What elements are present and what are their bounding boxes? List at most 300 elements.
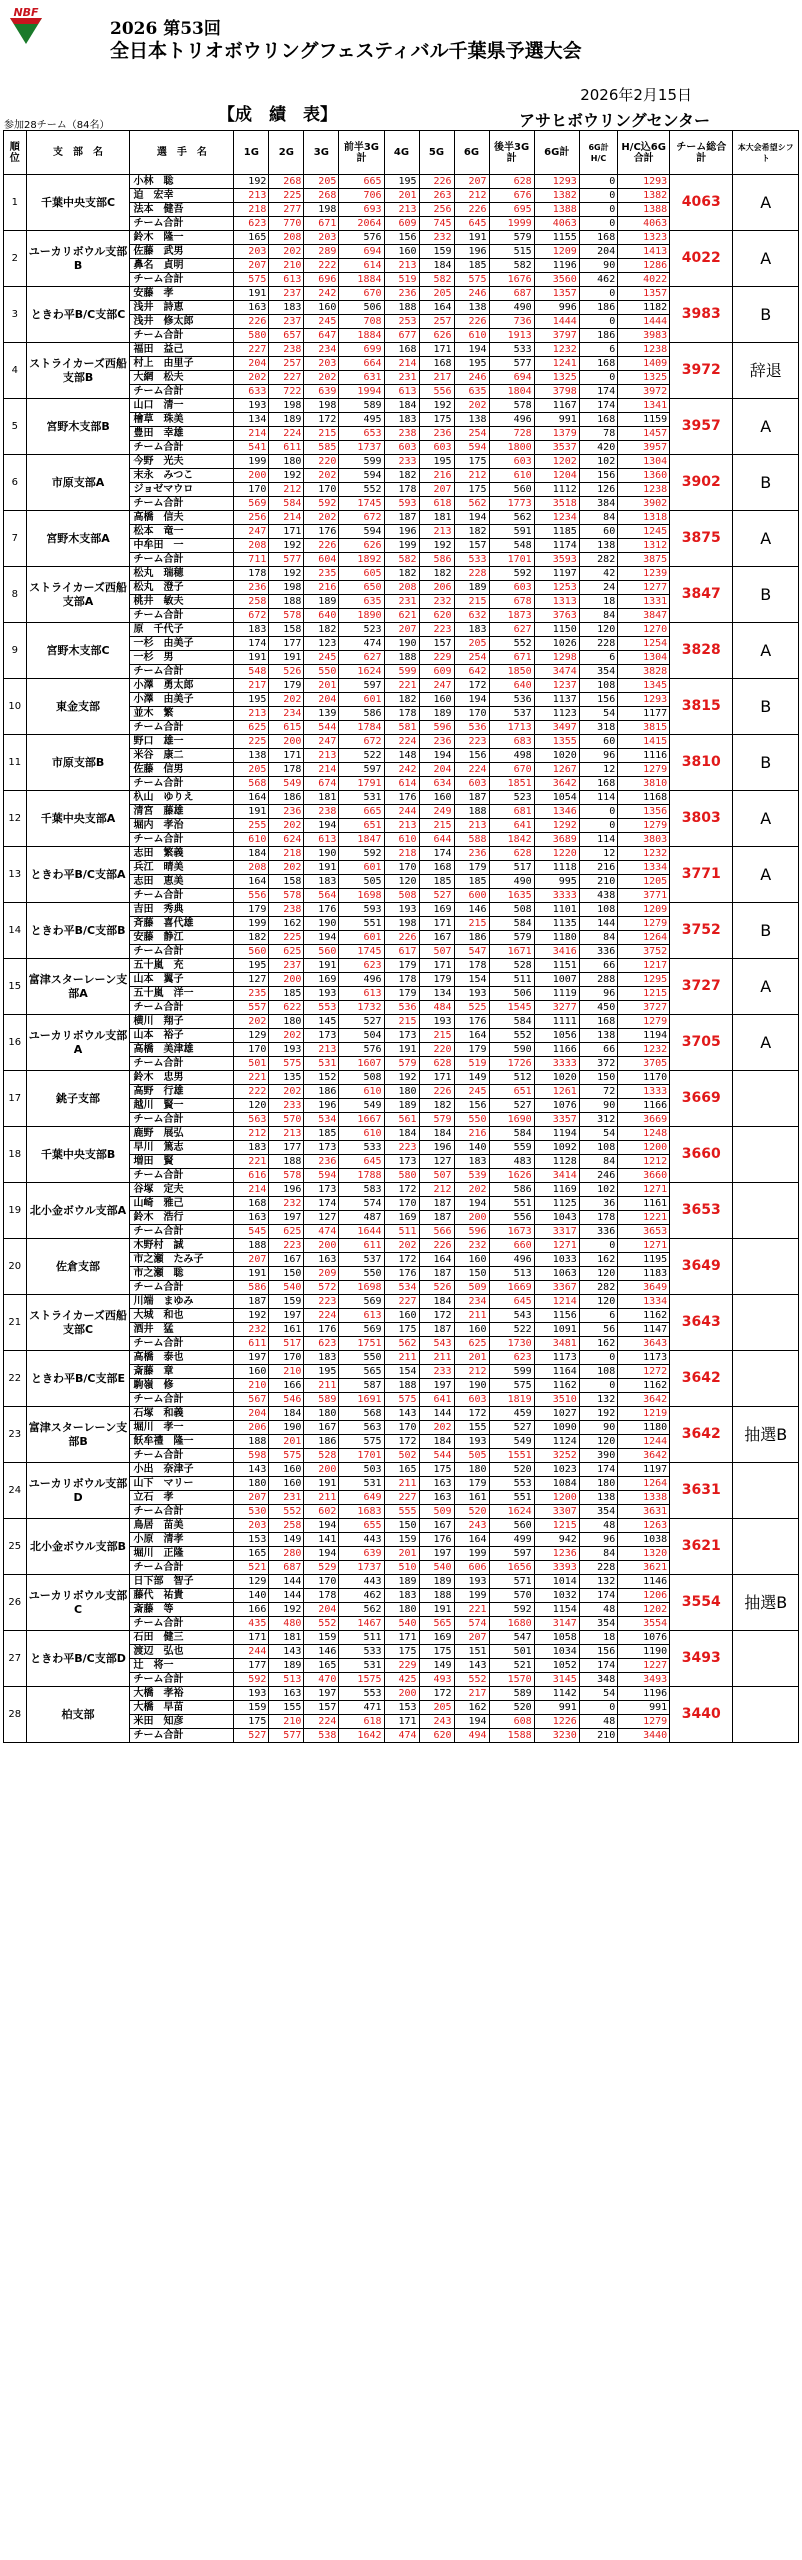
score-cell: 237 xyxy=(269,315,304,329)
score-cell: 199 xyxy=(454,1547,489,1561)
score-cell: 527 xyxy=(234,1729,269,1743)
score-cell: 168 xyxy=(419,861,454,875)
score-cell: 66 xyxy=(579,1043,617,1057)
score-cell: 3727 xyxy=(618,1001,670,1015)
score-cell: 6 xyxy=(579,651,617,665)
score-cell: 544 xyxy=(419,1449,454,1463)
score-cell: 167 xyxy=(304,1421,339,1435)
score-cell: 0 xyxy=(579,1239,617,1253)
team-total-label: チーム合計 xyxy=(130,721,234,735)
score-cell: 517 xyxy=(269,1337,304,1351)
score-cell: 511 xyxy=(384,1225,419,1239)
team-total-label: チーム合計 xyxy=(130,1001,234,1015)
score-cell: 176 xyxy=(304,903,339,917)
score-cell: 550 xyxy=(339,1351,384,1365)
score-cell: 191 xyxy=(384,1043,419,1057)
score-cell: 633 xyxy=(234,385,269,399)
score-cell: 671 xyxy=(489,651,534,665)
score-cell: 614 xyxy=(339,259,384,273)
score-cell: 736 xyxy=(489,315,534,329)
player-name: 安藤 孝 xyxy=(130,287,234,301)
score-cell: 594 xyxy=(304,1169,339,1183)
score-cell: 1318 xyxy=(618,511,670,525)
score-cell: 536 xyxy=(384,1001,419,1015)
score-cell: 1467 xyxy=(339,1617,384,1631)
score-cell: 160 xyxy=(454,1253,489,1267)
score-cell: 18 xyxy=(579,1631,617,1645)
score-cell: 12 xyxy=(579,763,617,777)
score-cell: 140 xyxy=(234,1589,269,1603)
nbf-logo xyxy=(6,6,46,46)
shift-preference: B xyxy=(733,455,799,511)
score-cell: 159 xyxy=(384,1533,419,1547)
score-cell: 511 xyxy=(489,973,534,987)
score-cell: 216 xyxy=(419,469,454,483)
score-cell: 211 xyxy=(384,1351,419,1365)
score-cell: 336 xyxy=(579,1225,617,1239)
score-cell: 618 xyxy=(339,1715,384,1729)
score-cell: 164 xyxy=(419,301,454,315)
shift-preference: A xyxy=(733,1015,799,1071)
score-cell: 236 xyxy=(419,735,454,749)
score-cell: 582 xyxy=(384,553,419,567)
score-cell: 213 xyxy=(304,749,339,763)
score-cell: 1286 xyxy=(618,259,670,273)
score-cell: 513 xyxy=(269,1673,304,1687)
score-cell: 552 xyxy=(454,1673,489,1687)
score-cell: 624 xyxy=(269,833,304,847)
player-name: 浅井 詩恵 xyxy=(130,301,234,315)
score-cell: 202 xyxy=(234,371,269,385)
score-cell: 1263 xyxy=(618,1519,670,1533)
team-total-label: チーム合計 xyxy=(130,1449,234,1463)
score-cell: 3537 xyxy=(534,441,579,455)
score-cell: 1732 xyxy=(339,1001,384,1015)
score-cell: 533 xyxy=(489,343,534,357)
score-cell: 1245 xyxy=(618,525,670,539)
score-cell: 163 xyxy=(304,1253,339,1267)
score-cell: 1123 xyxy=(534,707,579,721)
score-cell: 627 xyxy=(489,623,534,637)
score-cell: 200 xyxy=(269,735,304,749)
score-cell: 1232 xyxy=(534,343,579,357)
score-cell: 1177 xyxy=(618,707,670,721)
player-name: 大橋 孝裕 xyxy=(130,1687,234,1701)
score-cell: 1147 xyxy=(618,1323,670,1337)
score-cell: 0 xyxy=(579,819,617,833)
score-cell: 586 xyxy=(489,1183,534,1197)
score-cell: 175 xyxy=(419,1463,454,1477)
score-cell: 603 xyxy=(384,441,419,455)
score-cell: 205 xyxy=(454,637,489,651)
score-cell: 228 xyxy=(454,567,489,581)
column-header: 選 手 名 xyxy=(130,131,234,175)
score-cell: 1325 xyxy=(618,371,670,385)
score-cell: 156 xyxy=(579,469,617,483)
score-cell: 12 xyxy=(579,847,617,861)
score-cell: 641 xyxy=(489,819,534,833)
score-cell: 623 xyxy=(339,959,384,973)
score-cell: 186 xyxy=(304,1085,339,1099)
score-cell: 201 xyxy=(269,1435,304,1449)
score-cell: 991 xyxy=(534,1701,579,1715)
score-cell: 175 xyxy=(419,1645,454,1659)
score-cell: 513 xyxy=(489,1267,534,1281)
score-cell: 208 xyxy=(234,539,269,553)
score-cell: 213 xyxy=(419,525,454,539)
score-cell: 6 xyxy=(579,1309,617,1323)
score-cell: 631 xyxy=(339,371,384,385)
score-cell: 3771 xyxy=(618,889,670,903)
score-cell: 160 xyxy=(454,1323,489,1337)
score-cell: 189 xyxy=(384,1575,419,1589)
score-cell: 533 xyxy=(339,1645,384,1659)
branch-name: ユーカリボウル支部B xyxy=(26,231,130,287)
score-cell: 3810 xyxy=(618,777,670,791)
score-cell: 178 xyxy=(269,763,304,777)
score-cell: 218 xyxy=(384,847,419,861)
score-cell: 504 xyxy=(339,1029,384,1043)
score-cell: 620 xyxy=(419,609,454,623)
column-header: 6G xyxy=(454,131,489,175)
player-name: 大城 和也 xyxy=(130,1309,234,1323)
score-cell: 722 xyxy=(269,385,304,399)
score-cell: 770 xyxy=(269,217,304,231)
score-cell: 194 xyxy=(454,343,489,357)
branch-name: 市原支部A xyxy=(26,455,130,511)
player-name: 飫牟禮 隆一 xyxy=(130,1435,234,1449)
score-cell: 268 xyxy=(304,189,339,203)
score-cell: 236 xyxy=(454,847,489,861)
score-cell: 1873 xyxy=(489,609,534,623)
score-cell: 1360 xyxy=(618,469,670,483)
score-cell: 1669 xyxy=(489,1281,534,1295)
score-cell: 174 xyxy=(579,1659,617,1673)
score-cell: 678 xyxy=(489,595,534,609)
score-cell: 1142 xyxy=(534,1687,579,1701)
branch-name: ときわ平B/C支部A xyxy=(26,847,130,903)
score-cell: 282 xyxy=(579,553,617,567)
score-cell: 1698 xyxy=(339,1281,384,1295)
player-name: 原 千代子 xyxy=(130,623,234,637)
score-cell: 183 xyxy=(384,1589,419,1603)
player-name: 山下 マリー xyxy=(130,1477,234,1491)
score-cell: 1680 xyxy=(489,1617,534,1631)
branch-name: 宮野木支部C xyxy=(26,623,130,679)
score-cell: 229 xyxy=(384,1659,419,1673)
score-cell: 211 xyxy=(304,1379,339,1393)
score-cell: 215 xyxy=(304,427,339,441)
score-cell: 560 xyxy=(304,945,339,959)
score-cell: 562 xyxy=(489,511,534,525)
score-cell: 167 xyxy=(419,931,454,945)
score-cell: 1206 xyxy=(618,1589,670,1603)
score-cell: 613 xyxy=(269,273,304,287)
score-cell: 580 xyxy=(234,329,269,343)
score-cell: 1135 xyxy=(534,917,579,931)
score-cell: 579 xyxy=(419,1113,454,1127)
score-cell: 192 xyxy=(419,539,454,553)
score-cell: 1701 xyxy=(489,553,534,567)
score-cell: 608 xyxy=(489,1715,534,1729)
branch-name: 佐倉支部 xyxy=(26,1239,130,1295)
branch-name: 千葉中央支部B xyxy=(26,1127,130,1183)
score-cell: 1293 xyxy=(618,175,670,189)
score-cell: 243 xyxy=(454,1519,489,1533)
score-cell: 620 xyxy=(419,1729,454,1743)
player-name: 豊田 幸雄 xyxy=(130,427,234,441)
score-cell: 129 xyxy=(234,1575,269,1589)
score-cell: 60 xyxy=(579,525,617,539)
score-cell: 209 xyxy=(304,1267,339,1281)
score-cell: 1800 xyxy=(489,441,534,455)
score-cell: 192 xyxy=(269,1603,304,1617)
score-cell: 548 xyxy=(234,665,269,679)
rank-cell: 4 xyxy=(4,343,27,399)
score-cell: 184 xyxy=(419,1127,454,1141)
score-cell: 623 xyxy=(489,1351,534,1365)
score-cell: 610 xyxy=(384,833,419,847)
score-cell: 217 xyxy=(234,679,269,693)
team-total-label: チーム合計 xyxy=(130,329,234,343)
score-cell: 555 xyxy=(384,1505,419,1519)
score-cell: 586 xyxy=(339,707,384,721)
score-cell: 1156 xyxy=(534,1309,579,1323)
score-cell: 173 xyxy=(304,1029,339,1043)
score-cell: 1076 xyxy=(534,1099,579,1113)
score-cell: 134 xyxy=(234,413,269,427)
score-cell: 336 xyxy=(579,945,617,959)
score-cell: 1151 xyxy=(534,959,579,973)
score-cell: 611 xyxy=(269,441,304,455)
score-cell: 226 xyxy=(419,1239,454,1253)
score-cell: 1204 xyxy=(534,469,579,483)
player-row xyxy=(4,343,799,357)
branch-name: ユーカリボウル支部D xyxy=(26,1463,130,1519)
score-cell: 576 xyxy=(339,1043,384,1057)
score-cell: 217 xyxy=(454,1687,489,1701)
player-row xyxy=(4,959,799,973)
team-grand-total: 3642 xyxy=(670,1407,733,1463)
score-cell: 212 xyxy=(269,483,304,497)
player-name: 川端 まゆみ xyxy=(130,1295,234,1309)
score-cell: 603 xyxy=(454,777,489,791)
score-cell: 214 xyxy=(384,357,419,371)
score-cell: 578 xyxy=(269,889,304,903)
score-cell: 569 xyxy=(234,497,269,511)
score-cell: 610 xyxy=(454,329,489,343)
score-cell: 3643 xyxy=(618,1337,670,1351)
score-cell: 246 xyxy=(579,1169,617,1183)
shift-preference: A xyxy=(733,231,799,287)
score-cell: 202 xyxy=(269,245,304,259)
score-cell: 195 xyxy=(454,357,489,371)
shift-preference: A xyxy=(733,399,799,455)
score-cell: 190 xyxy=(454,1379,489,1393)
shift-preference xyxy=(733,1687,799,1743)
score-cell: 220 xyxy=(419,1043,454,1057)
score-cell: 96 xyxy=(579,987,617,1001)
score-cell: 578 xyxy=(489,399,534,413)
score-cell: 583 xyxy=(339,1183,384,1197)
score-cell: 670 xyxy=(489,763,534,777)
score-cell: 54 xyxy=(579,1687,617,1701)
score-cell: 194 xyxy=(454,693,489,707)
score-cell: 506 xyxy=(339,301,384,315)
score-cell: 505 xyxy=(454,1449,489,1463)
player-row xyxy=(4,175,799,189)
score-cell: 3957 xyxy=(618,441,670,455)
score-cell: 354 xyxy=(579,665,617,679)
score-cell: 194 xyxy=(304,931,339,945)
score-cell: 527 xyxy=(339,1015,384,1029)
score-cell: 462 xyxy=(579,273,617,287)
player-name: ジョゼマウロ xyxy=(130,483,234,497)
score-cell: 201 xyxy=(454,1351,489,1365)
score-cell: 232 xyxy=(234,1323,269,1337)
score-cell: 626 xyxy=(419,329,454,343)
rank-cell: 14 xyxy=(4,903,27,959)
score-cell: 163 xyxy=(269,1687,304,1701)
team-total-label: チーム合計 xyxy=(130,889,234,903)
player-name: 村上 由里子 xyxy=(130,357,234,371)
score-cell: 210 xyxy=(579,1729,617,1743)
results-table xyxy=(3,130,799,1743)
score-cell: 191 xyxy=(269,651,304,665)
score-cell: 1248 xyxy=(618,1127,670,1141)
player-name: 末永 みつこ xyxy=(130,469,234,483)
score-cell: 198 xyxy=(304,399,339,413)
score-cell: 519 xyxy=(454,1057,489,1071)
score-cell: 238 xyxy=(384,427,419,441)
score-cell: 149 xyxy=(419,1659,454,1673)
team-total-label: チーム合計 xyxy=(130,1729,234,1743)
score-cell: 501 xyxy=(234,1057,269,1071)
score-cell: 42 xyxy=(579,567,617,581)
player-name: 高野 行雄 xyxy=(130,1085,234,1099)
score-cell: 991 xyxy=(618,1701,670,1715)
score-cell: 1331 xyxy=(618,595,670,609)
player-row xyxy=(4,623,799,637)
team-total-label: チーム合計 xyxy=(130,1337,234,1351)
shift-preference: A xyxy=(733,847,799,903)
score-cell: 90 xyxy=(579,259,617,273)
branch-name: 市原支部B xyxy=(26,735,130,791)
score-cell: 561 xyxy=(384,1113,419,1127)
shift-preference xyxy=(733,1239,799,1295)
score-cell: 144 xyxy=(269,1575,304,1589)
team-total-label: チーム合計 xyxy=(130,1281,234,1295)
player-row xyxy=(4,399,799,413)
score-cell: 687 xyxy=(269,1561,304,1575)
score-cell: 601 xyxy=(339,861,384,875)
score-cell: 1279 xyxy=(618,917,670,931)
score-cell: 694 xyxy=(339,245,384,259)
score-cell: 188 xyxy=(234,1239,269,1253)
score-cell: 575 xyxy=(489,1379,534,1393)
score-cell: 120 xyxy=(579,1435,617,1449)
score-cell: 234 xyxy=(454,1295,489,1309)
score-cell: 567 xyxy=(234,1393,269,1407)
score-cell: 3763 xyxy=(534,609,579,623)
score-cell: 672 xyxy=(234,609,269,623)
score-cell: 575 xyxy=(384,1393,419,1407)
score-cell: 24 xyxy=(579,581,617,595)
score-cell: 190 xyxy=(304,917,339,931)
score-cell: 3828 xyxy=(618,665,670,679)
shift-preference: B xyxy=(733,903,799,959)
rank-cell: 25 xyxy=(4,1519,27,1575)
score-cell: 519 xyxy=(384,273,419,287)
score-cell: 1215 xyxy=(618,987,670,1001)
team-grand-total: 4063 xyxy=(670,175,733,231)
branch-name: 富津スターレーン支部B xyxy=(26,1407,130,1463)
score-cell: 1293 xyxy=(618,693,670,707)
score-cell: 1220 xyxy=(534,847,579,861)
score-cell: 60 xyxy=(579,735,617,749)
score-cell: 237 xyxy=(269,959,304,973)
score-cell: 194 xyxy=(304,1519,339,1533)
score-cell: 1197 xyxy=(534,567,579,581)
score-cell: 244 xyxy=(384,805,419,819)
score-cell: 183 xyxy=(454,623,489,637)
score-cell: 1295 xyxy=(618,973,670,987)
score-cell: 253 xyxy=(384,315,419,329)
score-cell: 232 xyxy=(269,1197,304,1211)
score-cell: 175 xyxy=(419,413,454,427)
score-cell: 552 xyxy=(489,637,534,651)
score-cell: 54 xyxy=(579,707,617,721)
score-cell: 170 xyxy=(384,1421,419,1435)
score-cell: 1726 xyxy=(489,1057,534,1071)
score-cell: 3474 xyxy=(534,665,579,679)
player-name: 杁山 ゆりえ xyxy=(130,791,234,805)
score-cell: 210 xyxy=(269,1365,304,1379)
score-cell: 1271 xyxy=(618,1183,670,1197)
score-cell: 1683 xyxy=(339,1505,384,1519)
score-cell: 186 xyxy=(579,301,617,315)
score-cell: 523 xyxy=(339,623,384,637)
player-row xyxy=(4,1351,799,1365)
score-cell: 616 xyxy=(234,1169,269,1183)
team-total-label: チーム合計 xyxy=(130,1561,234,1575)
score-cell: 176 xyxy=(304,1323,339,1337)
score-cell: 494 xyxy=(454,1729,489,1743)
score-cell: 191 xyxy=(419,1603,454,1617)
score-cell: 183 xyxy=(384,413,419,427)
player-row xyxy=(4,1015,799,1029)
score-cell: 36 xyxy=(579,1197,617,1211)
score-cell: 164 xyxy=(234,791,269,805)
score-cell: 4063 xyxy=(534,217,579,231)
score-cell: 200 xyxy=(454,1211,489,1225)
score-cell: 665 xyxy=(339,805,384,819)
score-cell: 531 xyxy=(304,1057,339,1071)
shift-preference: B xyxy=(733,567,799,623)
score-cell: 1444 xyxy=(534,315,579,329)
score-cell: 228 xyxy=(579,637,617,651)
shift-preference xyxy=(733,1463,799,1519)
score-cell: 207 xyxy=(234,1253,269,1267)
score-cell: 0 xyxy=(579,1351,617,1365)
score-cell: 174 xyxy=(234,637,269,651)
column-header: 4G xyxy=(384,131,419,175)
score-cell: 179 xyxy=(454,861,489,875)
score-cell: 201 xyxy=(384,189,419,203)
score-cell: 168 xyxy=(579,777,617,791)
score-cell: 217 xyxy=(419,371,454,385)
score-cell: 1253 xyxy=(534,581,579,595)
